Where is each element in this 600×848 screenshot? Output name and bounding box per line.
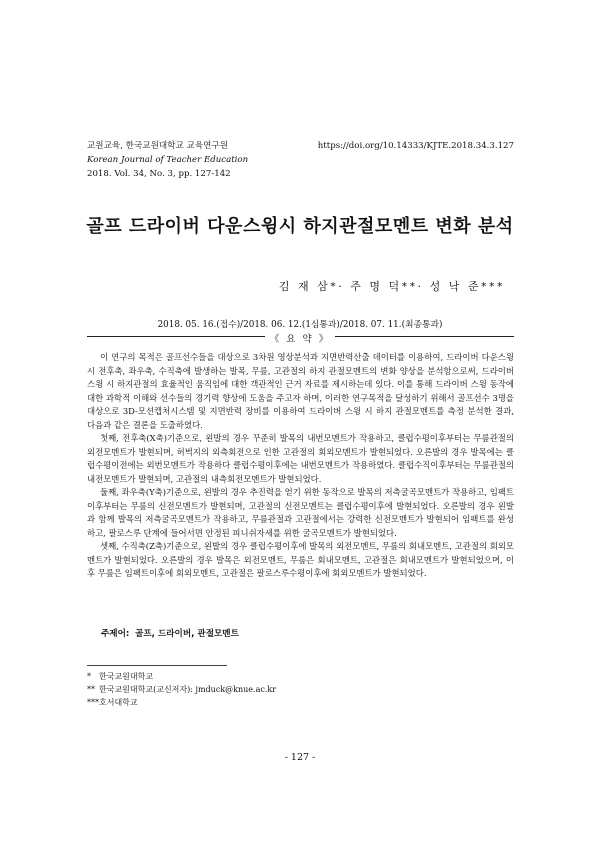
footnote-mark: * <box>87 672 91 681</box>
paper-title: 골프 드라이버 다운스윙시 하지관절모멘트 변화 분석 <box>86 216 514 237</box>
header-journal: Korean Journal of Teacher Education <box>87 155 249 165</box>
footnote-text: 한국교원대학교 <box>99 672 154 681</box>
footnote-text: 호서대학교 <box>99 698 138 707</box>
page-number: - 127 - <box>284 752 316 763</box>
abstract-paragraph: 셋째, 수직축(Z축)기준으로, 왼발의 경우 클럽수평이후에 발목의 외전모멘트, 무릎의 회내모멘트, 고관절의 회외모멘트가 발현되었다. 오른발의 경우 발목은 외전모멘트, 무릎은 회내모멘트, 고관절은 회내모멘트가 발현되었으며, 이후 무릎은 임팩트이후에 회외모멘트, 고관절은 팔로스루수평이후에 회외모멘트가 발현되었다. <box>87 541 514 578</box>
header-volume: 2018. Vol. 34, No. 3, pp. 127-142 <box>87 169 231 179</box>
footnote <box>87 697 138 708</box>
authors: 김 재 삼*· 주 명 덕**· 성 낙 준*** <box>278 280 505 293</box>
footnote-text: 한국교원대학교(교신저자): jmduck@knue.ac.kr <box>99 685 277 694</box>
footnote-rule <box>87 665 227 666</box>
keywords-label: 주제어: <box>101 629 130 639</box>
header-publisher: 교원교육, 한국교원대학교 교육연구원 <box>87 141 229 151</box>
keywords <box>101 627 242 639</box>
abstract-paragraph: 첫째, 전후축(X축)기준으로, 왼발의 경우 꾸준히 발목의 내번모멘트가 작용하고, 클럽수평이후부터는 무릎관절의 외전모멘트가 발현되며, 허벅지의 외측회전으로 인한 고관절의 회외모멘트가 발현되었다. 오른발의 경우 발목에는 클럽수평이전에는 외번모멘트가 작용하다 클럽수평이후에는 내번모멘트가 작용하였다. 클럽수직이후부터는 무릎관절의 내전모멘트가 발현되며, 고관절의 내측회전모멘트가 발현되었다. <box>87 433 514 484</box>
abstract-heading: 《 요 약 》 <box>0 331 600 345</box>
footnote-mark: *** <box>87 698 99 707</box>
footnote <box>87 671 153 682</box>
footnote-mark: ** <box>87 685 95 694</box>
keywords-value: 골프, 드라이버, 관절모멘트 <box>135 629 239 639</box>
header-doi[interactable]: https://doi.org/10.14333/KJTE.2018.34.3.127 <box>317 141 514 151</box>
abstract-paragraph: 둘째, 좌우축(Y축)기준으로, 왼발의 경우 추진력을 얻기 위한 동작으로 발목의 저측굴곡모멘트가 작용하고, 임팩트이후부터는 무릎의 신전모멘트가 발현되며, 고관절의 신전모멘트는 클럽수평이후에 발현되었다. 오른발의 경우 왼발과 함께 발목의 저측굴곡모멘트가 작용하고, 무릎관절과 고관절에서는 강력한 신전모멘트가 발현되어 임팩트를 완성하고, 팔로스루 단계에 들어서면 안정된 피니쉬자세를 위한 굴곡모멘트가 발현되었다. <box>87 487 514 538</box>
footnote <box>87 684 276 695</box>
abstract-body <box>87 351 514 581</box>
abstract-paragraph: 이 연구의 목적은 골프선수들을 대상으로 3차원 영상분석과 지면반력산출 데이터를 이용하여, 드라이버 다운스윙시 전후축, 좌우축, 수직축에 발생하는 발목, 무릎, 고관절의 하지 관절모멘트의 변화 양상을 분석함으로써, 드라이버 스윙 시 하지관절의 효율적인 움직임에 대한 객관적인 근거 자료를 제시하는데 있다. 이를 통해 드라이버 스윙 동작에 대한 과학적 이해와 선수들의 경기력 향상에 도움을 주고자 하며, 이러한 연구목적을 달성하기 위해서 골프선수 3명을 대상으로 3D-모션캡처시스템 및 지면반력 장비를 이용하여 드라이버 스윙 시 하지 관절모멘트를 측정 분석한 결과, 다음과 같은 결론을 도출하였다. <box>87 352 514 430</box>
submission-dates: 2018. 05. 16.(접수)/2018. 06. 12.(1심통과)/2018. 07. 11.(최종통과) <box>157 320 443 330</box>
